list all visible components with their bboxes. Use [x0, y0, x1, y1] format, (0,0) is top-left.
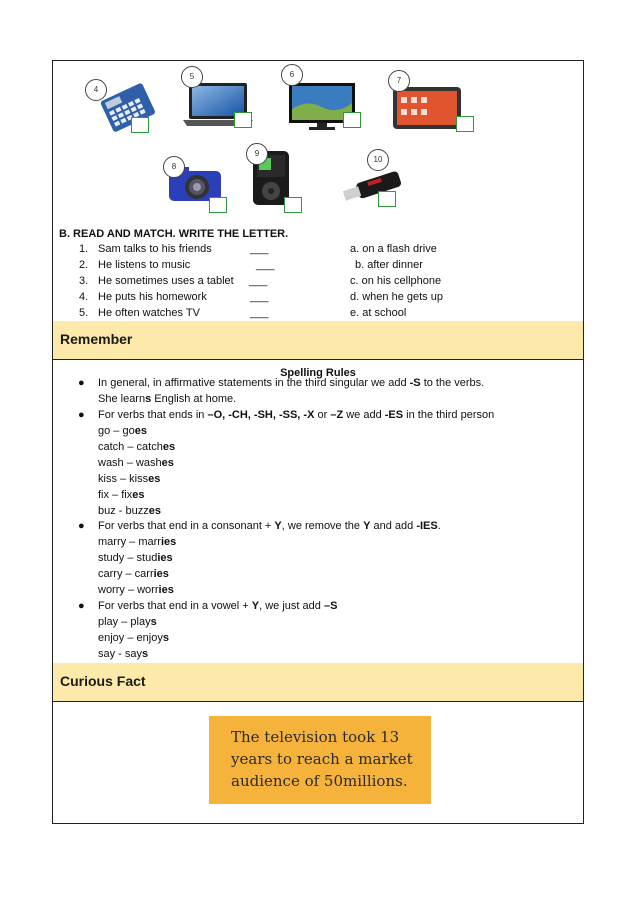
rule-text: For verbs that end in a vowel + Y, we just add –S	[98, 600, 338, 612]
fact-line: years to reach a market	[231, 750, 413, 768]
item-text: He often watches TV	[98, 307, 200, 319]
answer-checkbox[interactable]	[456, 116, 474, 132]
answer-checkbox[interactable]	[378, 191, 396, 207]
item-text: He puts his homework	[98, 291, 207, 303]
match-option: d. when he gets up	[350, 291, 443, 303]
match-option: e. at school	[350, 307, 407, 319]
match-option: b. after dinner	[355, 259, 423, 271]
rule-example: catch – catches	[98, 441, 176, 453]
answer-blank[interactable]: ___	[250, 307, 269, 319]
rule-text: For verbs that ends in –O, -CH, -SH, -SS, -X or –Z we add -ES in the third person	[98, 409, 495, 421]
rule-example: buz - buzzes	[98, 505, 161, 517]
rule-example: go – goes	[98, 425, 147, 437]
devices-and-matching-section	[53, 61, 583, 322]
answer-blank[interactable]: ___	[249, 275, 268, 287]
rule-example: kiss – kisses	[98, 473, 161, 485]
rule-example: carry – carries	[98, 568, 169, 580]
match-row	[53, 243, 583, 259]
device-number: 7	[388, 70, 410, 92]
item-number: 4.	[79, 291, 89, 303]
rule-example: She learns English at home.	[98, 393, 237, 405]
match-option: a. on a flash drive	[350, 243, 437, 255]
worksheet	[52, 60, 584, 824]
rule-text: For verbs that end in a consonant + Y, we remove the Y and add -IES.	[98, 520, 441, 532]
rule-example: enjoy – enjoys	[98, 632, 169, 644]
item-number: 2.	[79, 259, 89, 271]
item-text: He sometimes uses a tablet	[98, 275, 234, 287]
match-row	[53, 291, 583, 307]
item-number: 1.	[79, 243, 89, 255]
match-option: c. on his cellphone	[350, 275, 442, 287]
rule-example: worry – worries	[98, 584, 174, 596]
answer-checkbox[interactable]	[234, 112, 252, 128]
device-number: 10	[367, 149, 389, 171]
bullet-icon: ●	[78, 377, 85, 389]
item-text: He listens to music	[98, 259, 191, 271]
answer-checkbox[interactable]	[343, 112, 361, 128]
bullet-icon: ●	[78, 600, 85, 612]
device-number: 4	[85, 79, 107, 101]
fact-box	[209, 716, 431, 804]
rule-example: wash – washes	[98, 457, 174, 469]
remember-title: Remember	[60, 331, 133, 347]
curious-fact-section	[53, 702, 583, 824]
device-7	[391, 85, 465, 136]
answer-blank[interactable]: ___	[256, 259, 275, 271]
rule-example: study – studies	[98, 552, 173, 564]
spelling-rules-section	[53, 360, 583, 664]
item-text: Sam talks to his friends	[98, 243, 212, 255]
fact-line: The television took 13	[231, 728, 400, 746]
match-row	[53, 275, 583, 291]
curious-fact-title: Curious Fact	[60, 673, 146, 689]
answer-checkbox[interactable]	[131, 117, 149, 133]
section-b-title: B. READ AND MATCH. WRITE THE LETTER.	[59, 228, 289, 240]
answer-blank[interactable]: ___	[250, 291, 269, 303]
rule-example: fix – fixes	[98, 489, 145, 501]
fact-line: audience of 50millions.	[231, 772, 408, 790]
spelling-rules-title: Spelling Rules	[280, 367, 356, 379]
match-row	[53, 259, 583, 275]
item-number: 5.	[79, 307, 89, 319]
rule-text: In general, in affirmative statements in the third singular we add -S to the verbs.	[98, 377, 485, 389]
item-number: 3.	[79, 275, 89, 287]
answer-blank[interactable]: ___	[250, 243, 269, 255]
tablet-icon	[391, 85, 465, 131]
answer-checkbox[interactable]	[209, 197, 227, 213]
rule-example: say - says	[98, 648, 149, 660]
answer-checkbox[interactable]	[284, 197, 302, 213]
rule-example: play – plays	[98, 616, 157, 628]
device-number: 9	[246, 143, 268, 165]
device-number: 6	[281, 64, 303, 86]
bullet-icon: ●	[78, 409, 85, 421]
curious-fact-header	[53, 663, 583, 702]
remember-header	[53, 321, 583, 360]
device-number: 8	[163, 156, 185, 178]
device-number: 5	[181, 66, 203, 88]
rule-example: marry – marries	[98, 536, 177, 548]
bullet-icon: ●	[78, 520, 85, 532]
